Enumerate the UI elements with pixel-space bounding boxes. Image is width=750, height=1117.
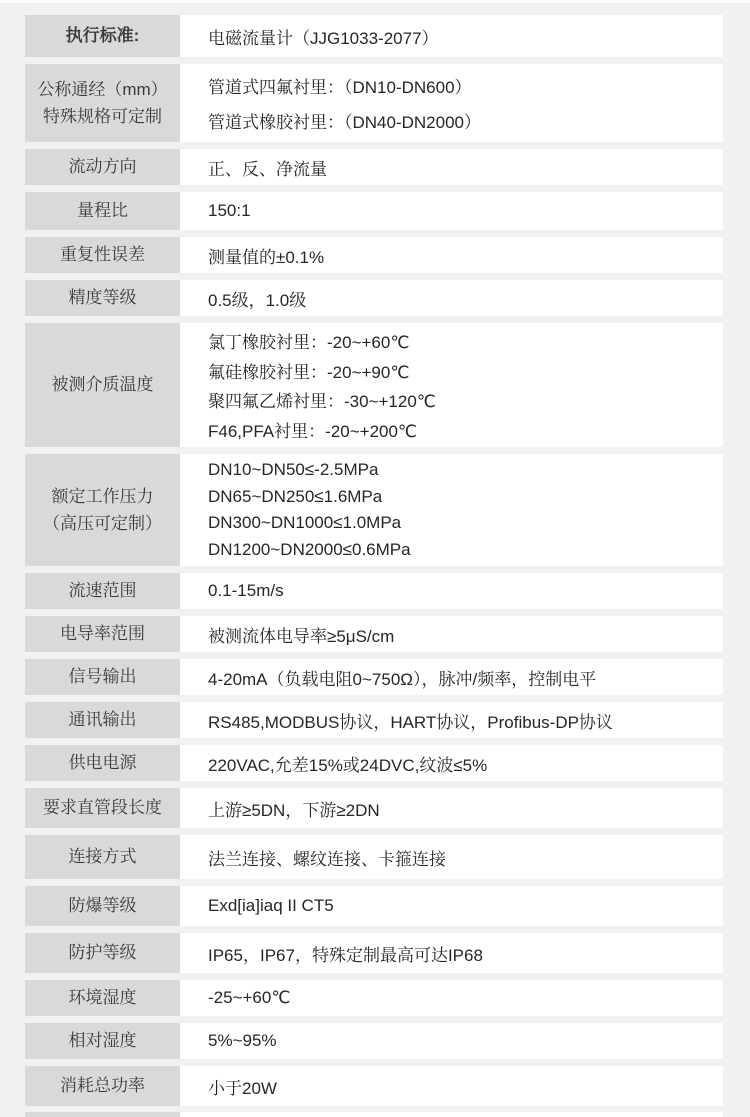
spec-row (25, 573, 723, 609)
spec-label-line: 环境湿度 (68, 988, 137, 1008)
spec-value-line: 220VAC,允差15%或24DVC,纹波≤5% (208, 755, 488, 775)
spec-label-line: 信号输出 (68, 667, 137, 687)
previous-row-remnant (0, 0, 750, 3)
spec-label (25, 1023, 180, 1059)
spec-value-line: 聚四氟乙烯衬里：-30~+120℃ (208, 392, 436, 412)
spec-value (180, 237, 723, 273)
spec-label-line: 连接方式 (68, 847, 137, 867)
spec-value-line: 上游≥5DN，下游≥2DN (208, 800, 380, 820)
next-row-value-remnant (180, 1112, 723, 1117)
spec-value-line: -25~+60℃ (208, 988, 291, 1007)
spec-label-line: 要求直管段长度 (43, 798, 162, 818)
spec-row (25, 933, 723, 973)
spec-value-line: DN10~DN50≤-2.5MPa (208, 460, 379, 480)
spec-value-line: IP65，IP67，特殊定制最高可达IP68 (208, 945, 483, 965)
spec-table (25, 15, 723, 1106)
spec-value (180, 280, 723, 316)
spec-value (180, 616, 723, 652)
spec-value-line: 氟硅橡胶衬里：-20~+90℃ (208, 362, 410, 382)
spec-value-line: 4-20mA（负载电阻0~750Ω），脉冲/频率，控制电平 (208, 669, 597, 689)
spec-value (180, 192, 723, 230)
spec-label-line: （高压可定制） (43, 514, 162, 533)
spec-label (25, 659, 180, 695)
spec-label (25, 15, 180, 57)
spec-value (180, 1066, 723, 1106)
spec-value (180, 980, 723, 1016)
spec-row (25, 1066, 723, 1106)
spec-value-line: RS485,MODBUS协议，HART协议，Profibus-DP协议 (208, 712, 613, 732)
spec-value (180, 15, 723, 57)
spec-value (180, 745, 723, 781)
spec-label (25, 886, 180, 926)
spec-value (180, 573, 723, 609)
spec-value-line: F46,PFA衬里：-20~+200℃ (208, 422, 418, 442)
spec-value-line: 5%~95% (208, 1031, 277, 1050)
spec-label (25, 980, 180, 1016)
spec-label (25, 323, 180, 447)
spec-value (180, 1023, 723, 1059)
spec-value-line: 小于20W (208, 1078, 277, 1098)
spec-label (25, 149, 180, 185)
spec-row (25, 886, 723, 926)
spec-label-line: 防护等级 (68, 943, 137, 963)
spec-row (25, 237, 723, 273)
spec-value-line: 法兰连接、螺纹连接、卡箍连接 (208, 849, 446, 869)
spec-label-line: 公称通经（mm） (37, 79, 168, 99)
spec-label-line: 通讯输出 (68, 710, 137, 730)
spec-label (25, 788, 180, 828)
spec-label (25, 702, 180, 738)
spec-row (25, 835, 723, 879)
spec-value (180, 788, 723, 828)
spec-label (25, 745, 180, 781)
spec-label (25, 237, 180, 273)
spec-value-line: 管道式橡胶衬里：（DN40-DN2000） (208, 112, 481, 132)
spec-value-line: 电磁流量计（JJG1033-2077） (208, 28, 439, 48)
spec-value-line: DN300~DN1000≤1.0MPa (208, 513, 402, 533)
spec-label (25, 454, 180, 566)
spec-value-line: DN1200~DN2000≤0.6MPa (208, 539, 411, 559)
spec-label-line: 流速范围 (68, 581, 137, 601)
spec-row (25, 280, 723, 316)
spec-row (25, 149, 723, 185)
spec-label-line: 重复性误差 (60, 245, 145, 265)
spec-value-line: 0.5级，1.0级 (208, 290, 307, 310)
spec-row (25, 15, 723, 57)
spec-value-line: 0.1-15m/s (208, 581, 284, 600)
spec-label-line: 相对湿度 (68, 1031, 137, 1051)
spec-row (25, 702, 723, 738)
spec-value (180, 835, 723, 879)
spec-value (180, 323, 723, 447)
spec-value (180, 933, 723, 973)
spec-row (25, 454, 723, 566)
spec-label (25, 192, 180, 230)
spec-value-line: 测量值的±0.1% (208, 247, 325, 267)
spec-label-line: 额定工作压力 (51, 486, 154, 506)
spec-value-line: 正、反、净流量 (208, 159, 327, 179)
spec-label (25, 573, 180, 609)
spec-label-line: 量程比 (77, 201, 128, 221)
spec-row (25, 659, 723, 695)
next-row-label-remnant (25, 1112, 180, 1117)
spec-value (180, 702, 723, 738)
spec-value-line: 被测流体电导率≥5μS/cm (208, 626, 395, 646)
spec-row (25, 788, 723, 828)
spec-label-line: 消耗总功率 (60, 1076, 145, 1096)
spec-value-line: 管道式四氟衬里：（DN10-DN600） (208, 78, 472, 98)
spec-value (180, 454, 723, 566)
spec-label-line: 精度等级 (68, 288, 137, 308)
spec-label-line: 电导率范围 (60, 624, 145, 644)
spec-label (25, 1066, 180, 1106)
spec-label (25, 280, 180, 316)
next-row-remnant (25, 1112, 723, 1117)
spec-row (25, 745, 723, 781)
spec-row (25, 323, 723, 447)
spec-row (25, 192, 723, 230)
spec-value-line: DN65~DN250≤1.6MPa (208, 486, 383, 506)
spec-label (25, 616, 180, 652)
spec-value-line: 150:1 (208, 201, 251, 220)
spec-row (25, 980, 723, 1016)
spec-label (25, 835, 180, 879)
spec-label-line: 防爆等级 (68, 896, 137, 916)
spec-label-line: 供电电源 (68, 753, 137, 773)
spec-label-line: 执行标准: (65, 26, 140, 46)
spec-label-line: 流动方向 (68, 157, 137, 177)
spec-label-line: 特殊规格可定制 (43, 107, 162, 126)
spec-row (25, 616, 723, 652)
spec-value (180, 659, 723, 695)
spec-row (25, 1023, 723, 1059)
spec-label (25, 933, 180, 973)
spec-label-line: 被测介质温度 (51, 375, 154, 395)
spec-value (180, 149, 723, 185)
spec-label (25, 64, 180, 142)
spec-value-line: 氯丁橡胶衬里：-20~+60℃ (208, 332, 410, 352)
spec-row (25, 64, 723, 142)
spec-value-line: Exd[ia]iaq II CT5 (208, 896, 334, 915)
spec-value (180, 64, 723, 142)
spec-value (180, 886, 723, 926)
